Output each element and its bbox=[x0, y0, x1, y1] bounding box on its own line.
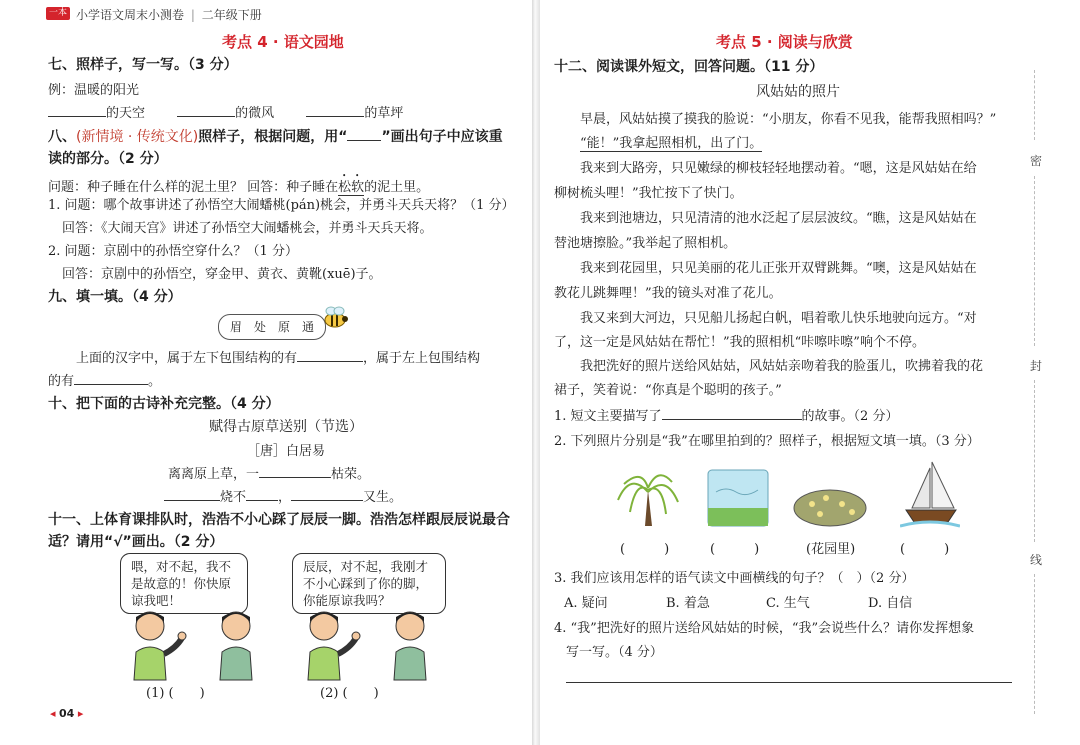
story-para-5b: 了，这一定是风姑姑在帮忙！”我的照相机“咔嚓咔嚓”响个不停。 bbox=[554, 335, 925, 350]
q11-choice-2[interactable]: (2) ( ) bbox=[320, 686, 379, 701]
q4-line1: 4. “我”把洗好的照片送给风姑姑的时候，“我”会说些什么？请你发挥想象 bbox=[554, 621, 975, 636]
seal-char-2: 封 bbox=[1030, 359, 1043, 373]
boy-left-icon-2 bbox=[298, 608, 368, 682]
q3: 3. 我们应该用怎样的语气读文中画横线的句子？（ ）（2 分） bbox=[554, 571, 915, 586]
story-para-4b: 教花儿跳舞哩！”我的镜头对准了花儿。 bbox=[554, 286, 782, 301]
story-para-4a: 我来到花园里，只见美丽的花儿正张开双臂跳舞。“噢，这是风姑姑在 bbox=[554, 261, 977, 276]
seal-dashed-line-1 bbox=[1034, 70, 1035, 140]
sailboat-photo bbox=[900, 458, 960, 530]
q7-title: 七、照样子，写一写。（3 分） bbox=[48, 57, 238, 73]
q8-example: 问题：种子睡在什么样的泥土里？ 回答：种子睡在松软的泥土里。 bbox=[48, 180, 430, 195]
pond-photo bbox=[706, 468, 770, 528]
story-para-1: 早晨，风姑姑摸了摸我的脸说：“小朋友，你看不见我，能帮我照相吗？” bbox=[554, 112, 997, 127]
q7-blank-1[interactable] bbox=[48, 104, 106, 117]
q9-text-line2: 的有 。 bbox=[48, 374, 162, 389]
boy-right-icon-2 bbox=[380, 608, 440, 682]
q8-underline-sample bbox=[347, 128, 381, 141]
story-para-6b: 裙子，笑着说：“你真是个聪明的孩子。” bbox=[554, 383, 782, 398]
speech-bubble-1: 喂，对不起，我不是故意的！你快原谅我吧！ bbox=[120, 553, 248, 614]
speech-bubble-2: 辰辰，对不起，我刚才不小心踩到了你的脚，你能原谅我吗？ bbox=[292, 553, 446, 614]
story-underlined-sentence: “能！”我拿起照相机，出了门。 bbox=[580, 132, 762, 152]
topic-title-left: 考点 4 · 语文园地 bbox=[222, 33, 344, 51]
q9-blank-2[interactable] bbox=[74, 372, 148, 385]
boy-right-icon bbox=[206, 608, 266, 682]
q3-option-b[interactable]: B. 着急 bbox=[666, 596, 710, 611]
story-para-2a: 我来到大路旁，只见嫩绿的柳枝轻轻地摆动着。“嗯，这是风姑姑在给 bbox=[554, 161, 977, 176]
q9-blank-1[interactable] bbox=[297, 349, 363, 362]
page-number: ◂ 04 ▸ bbox=[50, 707, 84, 720]
q8-item2-answer[interactable]: 回答：京剧中的孙悟空，穿金甲、黄衣、黄靴(xuē)子。 bbox=[62, 267, 382, 282]
poem-author: ［唐］白居易 bbox=[246, 444, 325, 459]
seal-dashed-line-4 bbox=[1034, 574, 1035, 714]
poem-line-1: 离离原上草，一 枯荣。 bbox=[168, 467, 371, 482]
story-para-3a: 我来到池塘边，只见清清的池水泛起了层层波纹。“瞧，这是风姑姑在 bbox=[554, 211, 977, 226]
q7-blank-2[interactable] bbox=[177, 104, 235, 117]
story-para-3b: 替池塘擦脸。”我举起了照相机。 bbox=[554, 236, 737, 251]
q8-item1-answer[interactable]: 回答：《大闹天宫》讲述了孙悟空大闹蟠桃会，并勇斗天兵天将。 bbox=[62, 221, 433, 236]
brand-logo: 一本 bbox=[46, 7, 70, 20]
q8-item1-question: 1. 问题：哪个故事讲述了孙悟空大闹蟠桃(pán)桃会，并勇斗天兵天将？（1 分） bbox=[48, 198, 515, 213]
q7-blank-3[interactable] bbox=[306, 104, 364, 117]
q8-example-stress: 松软 bbox=[338, 180, 365, 195]
poem-blank-3[interactable] bbox=[246, 488, 278, 501]
story-para-2b: 柳树梳头哩！”我忙按下了快门。 bbox=[554, 186, 743, 201]
q8-tag: (新情境 · 传统文化) bbox=[76, 129, 199, 145]
story-para-5a: 我又来到大河边，只见船儿扬起白帆，唱着歌儿快乐地驶向远方。“对 bbox=[554, 311, 977, 326]
photo-label-2[interactable]: ( ) bbox=[710, 542, 760, 557]
q8-title-line1: 八、(新情境 · 传统文化)照样子，根据问题，用“ ”画出句子中应该重 bbox=[48, 129, 503, 145]
q7-blanks: 的天空 的微风 的草坪 bbox=[48, 102, 403, 121]
q4-line2: 写一写。（4 分） bbox=[566, 645, 663, 660]
q9-text-line1: 上面的汉字中，属于左下包围结构的有 ，属于左上包围结构 bbox=[76, 351, 481, 366]
seal-dashed-line-2 bbox=[1034, 176, 1035, 346]
book-spine bbox=[532, 0, 540, 745]
q3-option-c[interactable]: C. 生气 bbox=[766, 596, 810, 611]
poem-line-2: 烧不 ， 又生。 bbox=[164, 486, 402, 505]
q8-item2-question: 2. 问题：京剧中的孙悟空穿什么？（1 分） bbox=[48, 244, 298, 259]
q3-option-a[interactable]: A. 疑问 bbox=[564, 596, 608, 611]
flower-bush-photo bbox=[792, 482, 868, 528]
q11-title-line2: 适？请用“√”画出。（2 分） bbox=[48, 534, 224, 550]
seal-char-1: 密 bbox=[1030, 154, 1043, 168]
q7-example: 例：温暖的阳光 bbox=[48, 83, 140, 98]
willow-tree-photo bbox=[612, 466, 682, 528]
q12-title: 十二、阅读课外短文，回答问题。（11 分） bbox=[554, 59, 824, 75]
story-title: 风姑姑的照片 bbox=[756, 84, 840, 100]
q9-title: 九、填一填。（4 分） bbox=[48, 289, 182, 305]
q11-title-line1: 十一、上体育课排队时，浩浩不小心踩了辰辰一脚。浩浩怎样跟辰辰说最合 bbox=[48, 512, 510, 528]
photo-label-4[interactable]: ( ) bbox=[900, 542, 950, 557]
q3-option-d[interactable]: D. 自信 bbox=[868, 596, 913, 611]
photo-label-1[interactable]: ( ) bbox=[620, 542, 670, 557]
q4-answer-line[interactable] bbox=[566, 682, 1012, 683]
poem-title: 赋得古原草送别（节选） bbox=[209, 419, 363, 435]
poem-blank-1[interactable] bbox=[259, 465, 331, 478]
seal-dashed-line-3 bbox=[1034, 380, 1035, 542]
q10-title: 十、把下面的古诗补充完整。（4 分） bbox=[48, 396, 280, 412]
poem-blank-2[interactable] bbox=[164, 488, 220, 501]
next-page-icon[interactable]: ▸ bbox=[77, 707, 84, 720]
q11-choice-1[interactable]: (1) ( ) bbox=[146, 686, 205, 701]
poem-blank-4[interactable] bbox=[291, 488, 363, 501]
q8-title-line2: 读的部分。（2 分） bbox=[48, 151, 168, 167]
q2: 2. 下列照片分别是“我”在哪里拍到的？照样子，根据短文填一填。（3 分） bbox=[554, 434, 980, 449]
header-series: 小学语文周末小测卷 | 二年级下册 bbox=[76, 8, 262, 22]
left-page bbox=[0, 0, 532, 745]
photo-label-3: (花园里) bbox=[806, 542, 856, 557]
seal-char-3: 线 bbox=[1030, 553, 1043, 567]
bee-icon bbox=[318, 304, 350, 332]
q1: 1. 短文主要描写了 的故事。（2 分） bbox=[554, 409, 899, 424]
right-page bbox=[540, 0, 1080, 745]
q9-char-box: 眉 处 原 通 bbox=[218, 314, 326, 340]
boy-left-icon bbox=[124, 608, 194, 682]
topic-title-right: 考点 5 · 阅读与欣赏 bbox=[716, 33, 853, 51]
prev-page-icon[interactable]: ◂ bbox=[50, 707, 56, 720]
story-para-6a: 我把洗好的照片送给风姑姑，风姑姑亲吻着我的脸蛋儿，吹拂着我的花 bbox=[554, 359, 984, 374]
q1-blank[interactable] bbox=[662, 407, 802, 420]
